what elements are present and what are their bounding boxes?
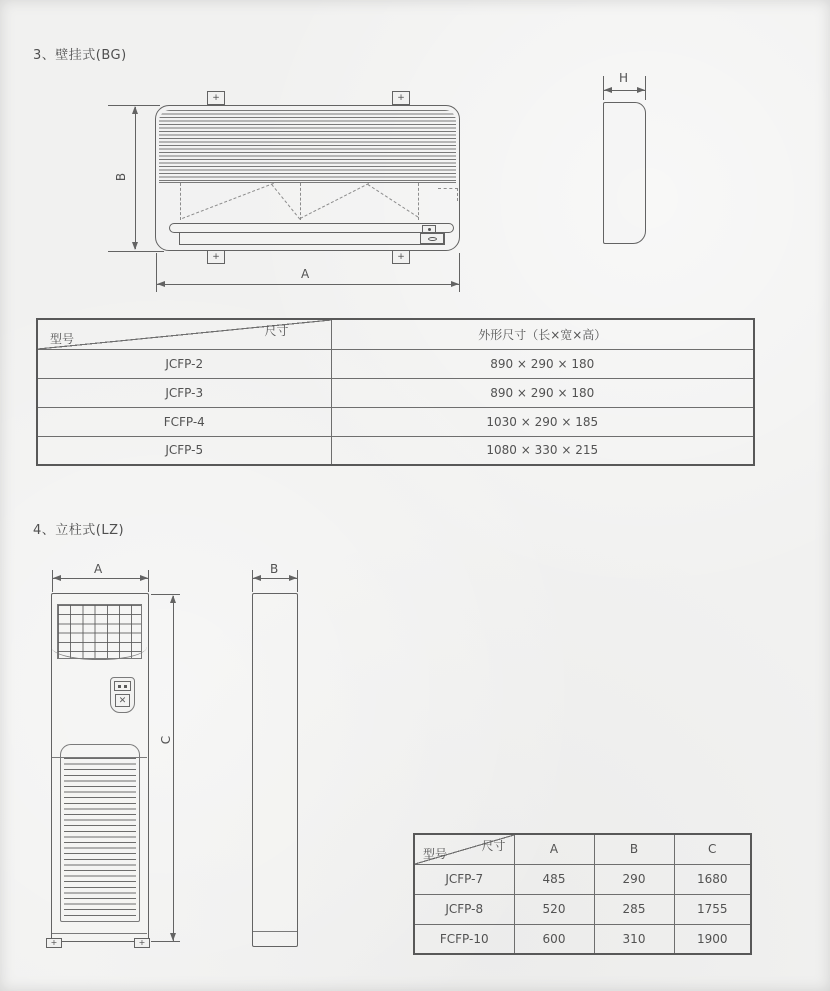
table-header-row xyxy=(414,834,751,864)
column-header-a: A xyxy=(514,834,594,864)
arrowhead-right xyxy=(451,281,459,287)
dim-h-extension-right xyxy=(645,76,646,100)
size-cell: 890 × 290 × 180 xyxy=(331,349,754,378)
dim-b-line xyxy=(135,107,136,249)
arrowhead-up xyxy=(170,595,176,603)
dim-a2-extension-right xyxy=(148,570,149,592)
column-header-outline-size: 外形尺寸（长×宽×高） xyxy=(331,319,754,349)
table-header-row xyxy=(37,319,754,349)
column-header-c: C xyxy=(674,834,751,864)
a-cell: 485 xyxy=(514,864,594,894)
wall-unit-side-view xyxy=(603,102,646,244)
foot-left xyxy=(46,938,62,948)
floor-dimensions-table xyxy=(413,833,752,955)
dim-c-line xyxy=(173,596,174,941)
corner-label-model: 型号 xyxy=(50,331,75,346)
indicator-dot xyxy=(428,228,431,231)
model-cell: JCFP-3 xyxy=(37,378,331,407)
mounting-tab-bottom-left xyxy=(207,250,225,264)
cross-mark: ✕ xyxy=(118,695,127,706)
table-row xyxy=(414,894,751,924)
hidden-corner-detail xyxy=(438,188,458,201)
corner-label-model: 型号 xyxy=(423,846,448,861)
screw-mark: + xyxy=(212,251,220,262)
corner-label-size: 尺寸 xyxy=(481,839,506,853)
wall-intake-louvers xyxy=(159,110,456,183)
base-seam-line xyxy=(52,933,147,934)
b-cell: 285 xyxy=(594,894,674,924)
wall-outlet-slot xyxy=(179,232,445,245)
dim-a2-label: A xyxy=(94,562,103,576)
arrowhead-left xyxy=(604,87,612,93)
size-cell: 890 × 290 × 180 xyxy=(331,378,754,407)
model-cell: JCFP-7 xyxy=(414,864,514,894)
model-cell: JCFP-2 xyxy=(37,349,331,378)
dim-b-label: B xyxy=(114,172,129,182)
screw-mark: + xyxy=(138,938,146,947)
section-floor-heading: 4、立柱式(LZ) xyxy=(33,523,125,538)
dim-b2-extension-right xyxy=(297,570,298,592)
column-header-b: B xyxy=(594,834,674,864)
table-row xyxy=(37,349,754,378)
table-row xyxy=(414,924,751,954)
side-base-seam xyxy=(253,931,297,932)
control-display xyxy=(114,681,131,691)
arrowhead-down xyxy=(132,242,138,250)
mounting-tab-top-left xyxy=(207,91,225,105)
dim-b2-extension-left xyxy=(252,570,253,592)
arrowhead-down xyxy=(170,933,176,941)
a-cell: 520 xyxy=(514,894,594,924)
dim-c-label: C xyxy=(159,735,174,745)
wall-dimensions-table xyxy=(36,318,755,466)
arrowhead-right xyxy=(289,575,297,581)
model-cell: FCFP-10 xyxy=(414,924,514,954)
foot-right xyxy=(134,938,150,948)
dim-b2-label: B xyxy=(270,562,279,576)
screw-mark: + xyxy=(397,92,405,103)
screw-mark: + xyxy=(397,251,405,262)
arrowhead-left xyxy=(53,575,61,581)
corner-label-size: 尺寸 xyxy=(264,324,289,338)
hidden-line-right xyxy=(418,183,419,220)
a-cell: 600 xyxy=(514,924,594,954)
mounting-tab-top-right xyxy=(392,91,410,105)
floor-unit-front-view xyxy=(51,593,149,942)
screw-mark: + xyxy=(50,938,58,947)
display-dot xyxy=(124,685,127,688)
c-cell: 1755 xyxy=(674,894,751,924)
floor-control-panel xyxy=(110,677,135,713)
arrowhead-left xyxy=(157,281,165,287)
size-cell: 1030 × 290 × 185 xyxy=(331,407,754,436)
c-cell: 1680 xyxy=(674,864,751,894)
size-cell: 1080 × 330 × 215 xyxy=(331,436,754,465)
dim-a-line xyxy=(157,284,459,285)
arrowhead-left xyxy=(253,575,261,581)
diagonal-header-cell xyxy=(37,319,331,349)
mounting-tab-bottom-right xyxy=(392,250,410,264)
louver-lines xyxy=(64,758,136,917)
receiver-oval xyxy=(428,237,437,241)
wall-unit-front-view xyxy=(155,105,460,251)
screw-mark: + xyxy=(212,92,220,103)
dim-b-extension-bottom xyxy=(108,251,164,252)
dim-a-extension-right xyxy=(459,253,460,292)
hidden-line-left xyxy=(180,183,181,220)
c-cell: 1900 xyxy=(674,924,751,954)
hidden-line-middle xyxy=(300,183,301,220)
wall-indicator-box xyxy=(422,225,436,233)
table-row xyxy=(37,378,754,407)
wall-receiver-box xyxy=(420,233,444,244)
table-row xyxy=(37,436,754,465)
arrowhead-right xyxy=(140,575,148,581)
floor-return-louver xyxy=(60,744,140,922)
b-cell: 310 xyxy=(594,924,674,954)
arrowhead-right xyxy=(637,87,645,93)
dim-a-label: A xyxy=(301,267,310,281)
dim-h-label: H xyxy=(619,71,629,85)
model-cell: JCFP-8 xyxy=(414,894,514,924)
arrowhead-up xyxy=(132,106,138,114)
section-wall-heading: 3、壁挂式(BG) xyxy=(33,48,127,63)
display-dot xyxy=(118,685,121,688)
model-cell: JCFP-5 xyxy=(37,436,331,465)
dim-a2-extension-left xyxy=(52,570,53,592)
b-cell: 290 xyxy=(594,864,674,894)
model-cell: FCFP-4 xyxy=(37,407,331,436)
dim-c-extension-bottom xyxy=(151,941,180,942)
table-row xyxy=(414,864,751,894)
control-button xyxy=(115,694,130,707)
table-row xyxy=(37,407,754,436)
diagonal-header-cell xyxy=(414,834,514,864)
dim-a2-line xyxy=(53,578,148,579)
floor-unit-side-view xyxy=(252,593,298,947)
